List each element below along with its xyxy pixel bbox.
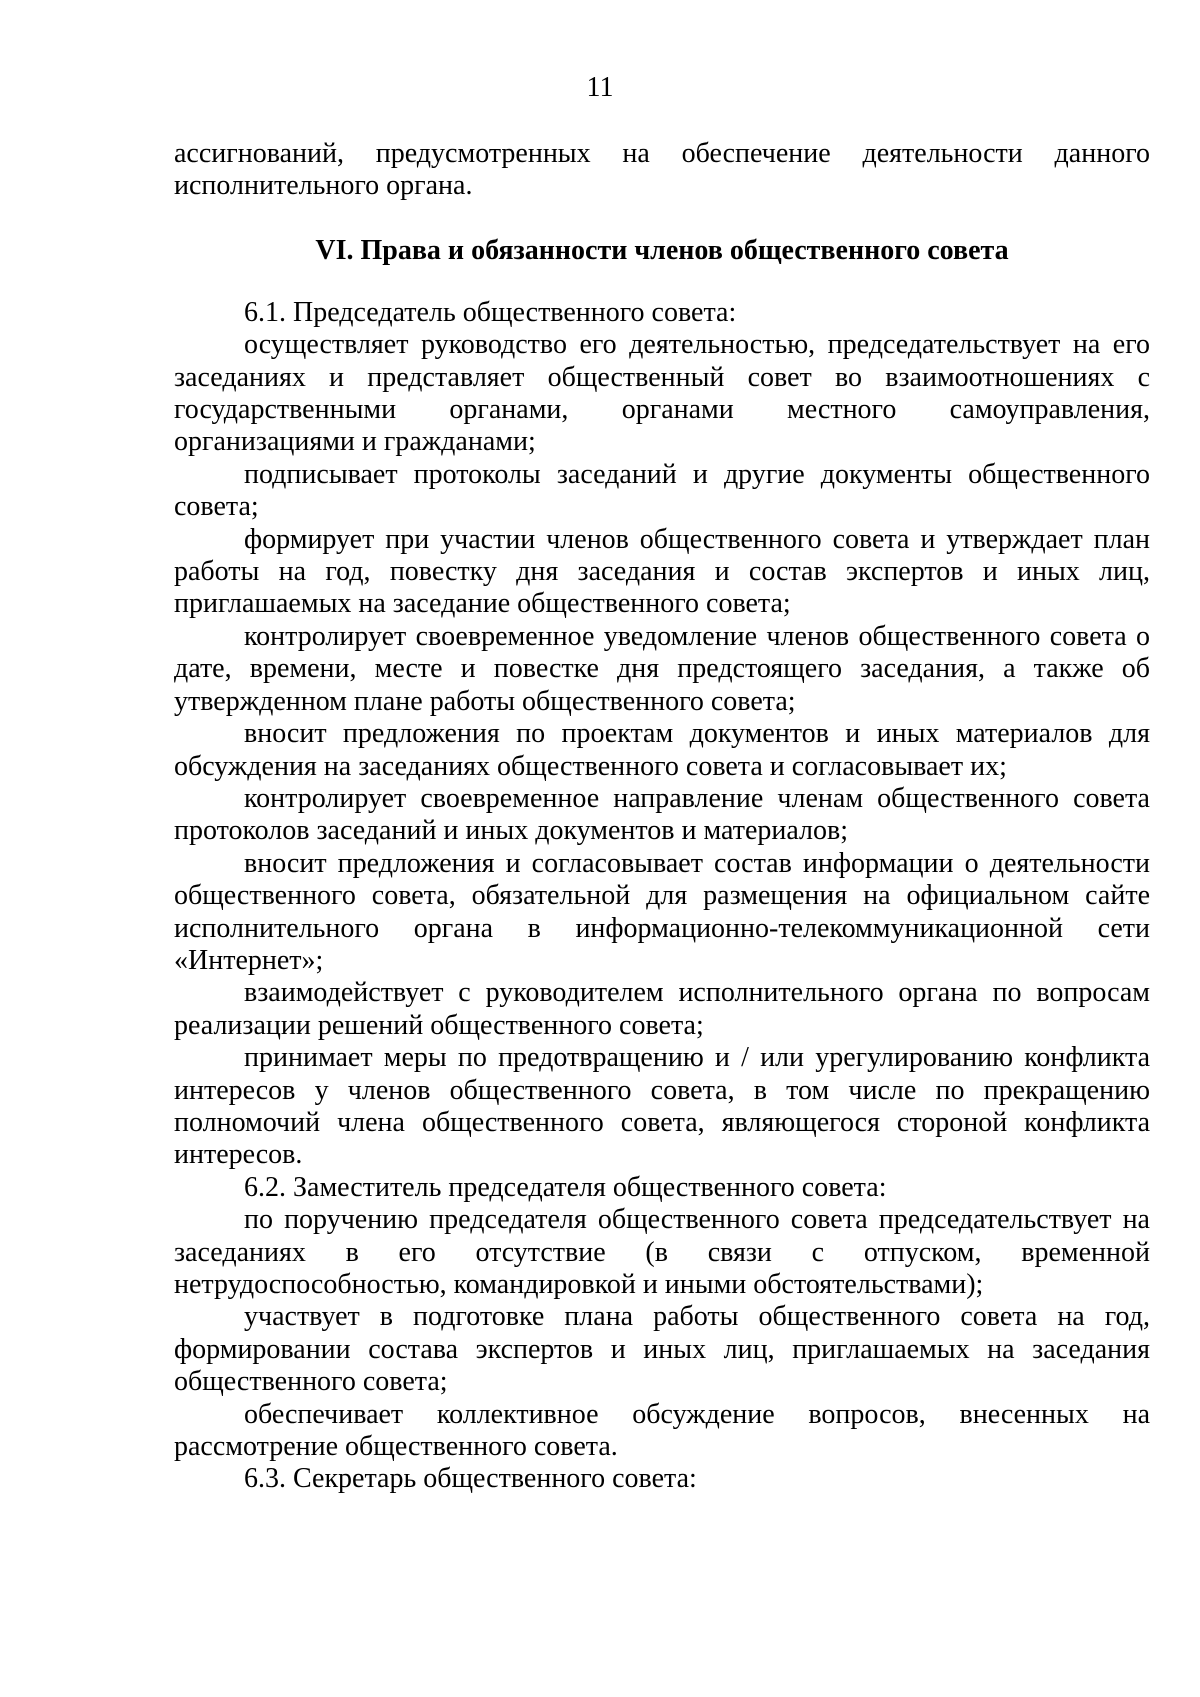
page-number: 11 <box>586 72 614 103</box>
paragraph: вносит предложения по проектам документов и иных материалов для обсуждения на заседаниях общественного совета и согласовывает их; <box>174 718 1150 782</box>
paragraph: вносит предложения и согласовывает состав информации о деятельности общественного совета, обязательной для размещения на официальном сайте исполнительного органа в информационно-телекоммуникационной сети «Интернет»; <box>174 847 1150 976</box>
paragraph: контролирует своевременное направление членам общественного совета протоколов заседаний и иных документов и материалов; <box>174 782 1150 847</box>
paragraph: участвует в подготовке плана работы общественного совета на год, формировании состава экспертов и иных лиц, приглашаемых на заседания общественного совета; <box>174 1301 1150 1398</box>
paragraph: обеспечивает коллективное обсуждение вопросов, внесенных на рассмотрение общественного совета. <box>174 1398 1150 1463</box>
continuation-paragraph: ассигнований, предусмотренных на обеспечение деятельности данного исполнительного органа. <box>174 138 1150 202</box>
section-title: VI. Права и обязанности членов общественного совета <box>315 234 1009 266</box>
paragraph: подписывает протоколы заседаний и другие документы общественного совета; <box>174 458 1150 523</box>
paragraph-6-2-heading: 6.2. Заместитель председателя общественного совета: <box>244 1171 887 1203</box>
document-body <box>174 138 1150 1496</box>
paragraph: по поручению председателя общественного совета председательствует на заседаниях в его отсутствие (в связи с отпуском, временной нетрудоспособностью, командировкой и иными обстоятельствами); <box>174 1204 1150 1300</box>
paragraph: формирует при участии членов общественного совета и утверждает план работы на год, повестку дня заседания и состав экспертов и иных лиц, приглашаемых на заседание общественного совета; <box>174 523 1150 620</box>
paragraph: принимает меры по предотвращению и / или урегулированию конфликта интересов у членов общественного совета, в том числе по прекращению полномочий члена общественного совета, являющегося стороной конфликта интересов. <box>174 1042 1150 1171</box>
paragraph-6-1-heading: 6.1. Председатель общественного совета: <box>244 296 737 328</box>
paragraph: осуществляет руководство его деятельностью, председательствует на его заседаниях и представляет общественный совет во взаимоотношениях с государственными органами, органами местного самоуправления, организациями и гражданами; <box>174 329 1150 458</box>
paragraph-6-3-heading: 6.3. Секретарь общественного совета: <box>244 1463 697 1495</box>
paragraph: взаимодействует с руководителем исполнительного органа по вопросам реализации решений общественного совета; <box>174 977 1150 1041</box>
paragraph: контролирует своевременное уведомление членов общественного совета о дате, времени, месте и повестке дня предстоящего заседания, а также об утвержденном плане работы общественного совета; <box>174 620 1150 717</box>
